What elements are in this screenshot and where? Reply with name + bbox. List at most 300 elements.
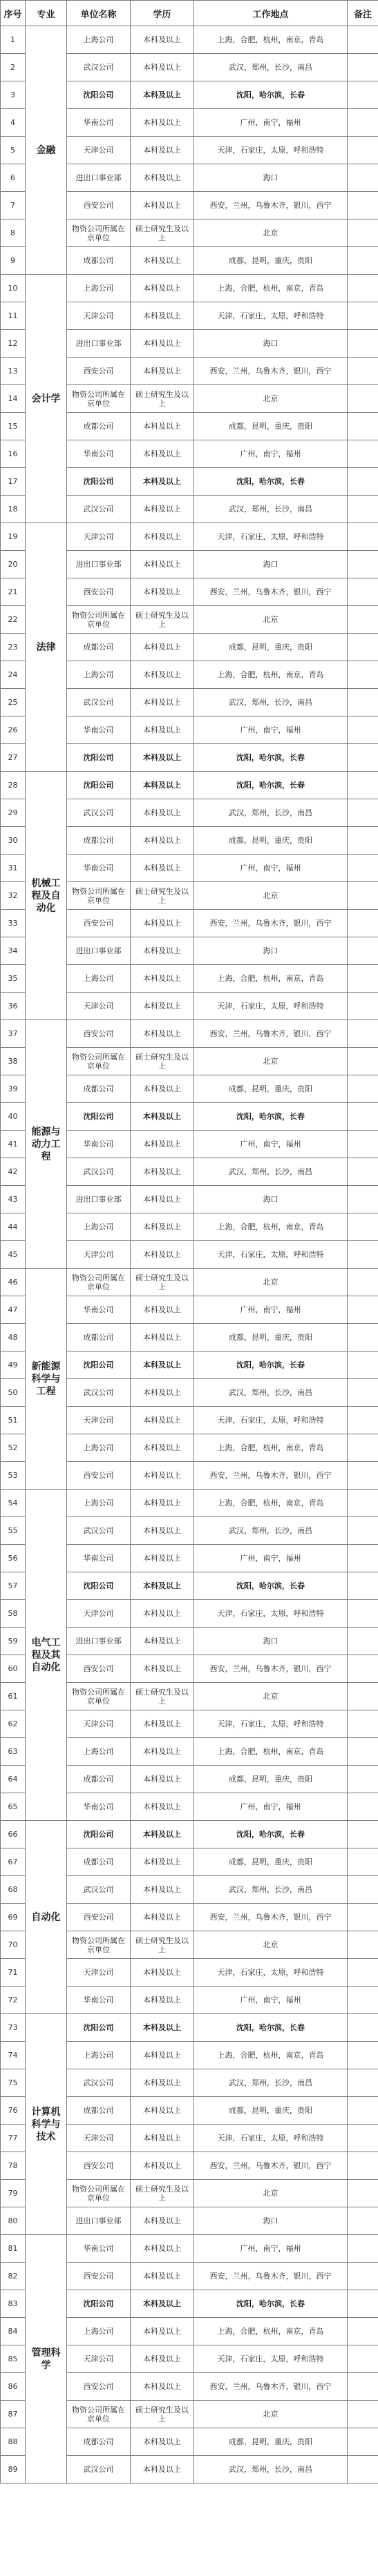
major-name: 法律 [26, 523, 67, 772]
education-requirement: 本科及以上 [131, 1793, 194, 1821]
education-requirement: 本科及以上 [131, 302, 194, 330]
unit-name: 天津公司 [67, 1710, 131, 1738]
unit-name: 物资公司所属在京单位 [67, 1683, 131, 1710]
table-row [1, 772, 378, 799]
unit-name: 沈阳公司 [67, 744, 131, 772]
remark-cell [348, 330, 378, 358]
table-row [1, 275, 378, 302]
remark-cell [348, 1959, 378, 1987]
row-number: 12 [1, 330, 26, 358]
work-location: 上海，合肥，杭州，南京，青岛 [194, 1434, 348, 1462]
row-number: 83 [1, 2290, 26, 2318]
remark-cell [348, 827, 378, 855]
education-requirement: 本科及以上 [131, 192, 194, 219]
remark-cell [348, 1103, 378, 1131]
education-requirement: 本科及以上 [131, 2345, 194, 2373]
unit-name: 华南公司 [67, 2235, 131, 2263]
education-requirement: 本科及以上 [131, 413, 194, 440]
unit-name: 武汉公司 [67, 2069, 131, 2097]
education-requirement: 本科及以上 [131, 1987, 194, 2014]
remark-cell [348, 689, 378, 716]
work-location: 西安，兰州，乌鲁木齐，银川，西宁 [194, 192, 348, 219]
unit-name: 武汉公司 [67, 2456, 131, 2484]
remark-cell [348, 1296, 378, 1324]
education-requirement: 本科及以上 [131, 799, 194, 827]
work-location: 成都，昆明，重庆，贵阳 [194, 1766, 348, 1793]
row-number: 16 [1, 440, 26, 468]
unit-name: 成都公司 [67, 634, 131, 661]
remark-cell [348, 1848, 378, 1876]
row-number: 68 [1, 1876, 26, 1904]
row-number: 89 [1, 2456, 26, 2484]
remark-cell [348, 1793, 378, 1821]
work-location: 海口 [194, 1628, 348, 1655]
unit-name: 沈阳公司 [67, 81, 131, 109]
remark-cell [348, 578, 378, 606]
education-requirement: 本科及以上 [131, 1821, 194, 1848]
remark-cell [348, 1186, 378, 1213]
work-location: 北京 [194, 1048, 348, 1075]
education-requirement: 本科及以上 [131, 2014, 194, 2042]
unit-name: 武汉公司 [67, 1876, 131, 1904]
work-location: 成都，昆明，重庆，贵阳 [194, 1324, 348, 1352]
work-location: 武汉，郑州，长沙，南昌 [194, 2456, 348, 2484]
table-row [1, 26, 378, 54]
row-number: 29 [1, 799, 26, 827]
remark-cell [348, 468, 378, 496]
remark-cell [348, 358, 378, 385]
education-requirement: 本科及以上 [131, 1490, 194, 1517]
row-number: 55 [1, 1517, 26, 1545]
education-requirement: 本科及以上 [131, 1434, 194, 1462]
work-location: 北京 [194, 219, 348, 247]
work-location: 西安，兰州，乌鲁木齐，银川，西宁 [194, 910, 348, 937]
row-number: 86 [1, 2373, 26, 2401]
unit-name: 武汉公司 [67, 799, 131, 827]
education-requirement: 本科及以上 [131, 164, 194, 192]
education-requirement: 本科及以上 [131, 937, 194, 965]
row-number: 31 [1, 855, 26, 882]
remark-cell [348, 1821, 378, 1848]
education-requirement: 本科及以上 [131, 2152, 194, 2180]
unit-name: 物资公司所属在京单位 [67, 882, 131, 910]
education-requirement: 本科及以上 [131, 1379, 194, 1407]
row-number: 1 [1, 26, 26, 54]
unit-name: 天津公司 [67, 1600, 131, 1628]
education-requirement: 本科及以上 [131, 275, 194, 302]
unit-name: 华南公司 [67, 440, 131, 468]
remark-cell [348, 1269, 378, 1296]
education-requirement: 本科及以上 [131, 965, 194, 993]
row-number: 18 [1, 496, 26, 523]
remark-cell [348, 2152, 378, 2180]
remark-cell [348, 219, 378, 247]
unit-name: 物资公司所属在京单位 [67, 219, 131, 247]
row-number: 62 [1, 1710, 26, 1738]
unit-name: 进出口事业部 [67, 330, 131, 358]
unit-name: 进出口事业部 [67, 2207, 131, 2235]
work-location: 沈阳，哈尔滨，长春 [194, 1821, 348, 1848]
work-location: 武汉，郑州，长沙，南昌 [194, 496, 348, 523]
remark-cell [348, 661, 378, 689]
education-requirement: 本科及以上 [131, 2290, 194, 2318]
header-major: 专业 [26, 1, 67, 26]
unit-name: 西安公司 [67, 1462, 131, 1490]
row-number: 44 [1, 1213, 26, 1241]
work-location: 武汉，郑州，长沙，南昌 [194, 1876, 348, 1904]
remark-cell [348, 275, 378, 302]
remark-cell [348, 1131, 378, 1158]
remark-cell [348, 1324, 378, 1352]
unit-name: 沈阳公司 [67, 2014, 131, 2042]
row-number: 39 [1, 1075, 26, 1103]
work-location: 上海，合肥，杭州，南京，青岛 [194, 2042, 348, 2069]
unit-name: 西安公司 [67, 1655, 131, 1683]
work-location: 沈阳，哈尔滨，长春 [194, 468, 348, 496]
unit-name: 华南公司 [67, 1131, 131, 1158]
remark-cell [348, 164, 378, 192]
work-location: 武汉，郑州，长沙，南昌 [194, 1158, 348, 1186]
major-name: 电气工程及其自动化 [26, 1490, 67, 1821]
remark-cell [348, 910, 378, 937]
education-requirement: 本科及以上 [131, 2097, 194, 2125]
unit-name: 天津公司 [67, 137, 131, 164]
education-requirement: 本科及以上 [131, 1075, 194, 1103]
unit-name: 成都公司 [67, 1324, 131, 1352]
unit-name: 上海公司 [67, 1490, 131, 1517]
education-requirement: 本科及以上 [131, 1407, 194, 1434]
work-location: 广州，南宁，福州 [194, 2235, 348, 2263]
remark-cell [348, 1931, 378, 1959]
education-requirement: 本科及以上 [131, 1462, 194, 1490]
unit-name: 西安公司 [67, 358, 131, 385]
work-location: 武汉，郑州，长沙，南昌 [194, 54, 348, 81]
work-location: 沈阳，哈尔滨，长春 [194, 744, 348, 772]
remark-cell [348, 192, 378, 219]
unit-name: 西安公司 [67, 2263, 131, 2290]
remark-cell [348, 551, 378, 578]
work-location: 海口 [194, 1186, 348, 1213]
unit-name: 西安公司 [67, 910, 131, 937]
work-location: 北京 [194, 385, 348, 413]
header-no: 序号 [1, 1, 26, 26]
work-location: 西安，兰州，乌鲁木齐，银川，西宁 [194, 2263, 348, 2290]
remark-cell [348, 413, 378, 440]
row-number: 30 [1, 827, 26, 855]
row-number: 17 [1, 468, 26, 496]
work-location: 广州，南宁，福州 [194, 440, 348, 468]
remark-cell [348, 1600, 378, 1628]
unit-name: 武汉公司 [67, 689, 131, 716]
work-location: 武汉，郑州，长沙，南昌 [194, 799, 348, 827]
education-requirement: 本科及以上 [131, 1213, 194, 1241]
work-location: 西安，兰州，乌鲁木齐，银川，西宁 [194, 1462, 348, 1490]
row-number: 56 [1, 1545, 26, 1572]
row-number: 5 [1, 137, 26, 164]
unit-name: 华南公司 [67, 1987, 131, 2014]
row-number: 19 [1, 523, 26, 551]
remark-cell [348, 2318, 378, 2345]
row-number: 7 [1, 192, 26, 219]
major-name: 自动化 [26, 1821, 67, 2014]
row-number: 13 [1, 358, 26, 385]
work-location: 天津，石家庄，太原，呼和浩特 [194, 2125, 348, 2152]
row-number: 52 [1, 1434, 26, 1462]
unit-name: 上海公司 [67, 2042, 131, 2069]
unit-name: 华南公司 [67, 1545, 131, 1572]
row-number: 69 [1, 1904, 26, 1931]
unit-name: 成都公司 [67, 1766, 131, 1793]
remark-cell [348, 2345, 378, 2373]
education-requirement: 本科及以上 [131, 2042, 194, 2069]
unit-name: 物资公司所属在京单位 [67, 1048, 131, 1075]
remark-cell [348, 2290, 378, 2318]
row-number: 3 [1, 81, 26, 109]
remark-cell [348, 1434, 378, 1462]
education-requirement: 本科及以上 [131, 2125, 194, 2152]
table-row [1, 1821, 378, 1848]
unit-name: 天津公司 [67, 993, 131, 1020]
work-location: 海口 [194, 164, 348, 192]
row-number: 22 [1, 606, 26, 634]
work-location: 成都，昆明，重庆，贵阳 [194, 413, 348, 440]
education-requirement: 本科及以上 [131, 1186, 194, 1213]
remark-cell [348, 1407, 378, 1434]
education-requirement: 硕士研究生及以上 [131, 1048, 194, 1075]
row-number: 23 [1, 634, 26, 661]
work-location: 武汉，郑州，长沙，南昌 [194, 2069, 348, 2097]
education-requirement: 本科及以上 [131, 1296, 194, 1324]
education-requirement: 本科及以上 [131, 1572, 194, 1600]
work-location: 广州，南宁，福州 [194, 716, 348, 744]
unit-name: 成都公司 [67, 2428, 131, 2456]
work-location: 北京 [194, 1931, 348, 1959]
remark-cell [348, 1517, 378, 1545]
remark-cell [348, 1628, 378, 1655]
remark-cell [348, 1987, 378, 2014]
education-requirement: 本科及以上 [131, 1959, 194, 1987]
remark-cell [348, 993, 378, 1020]
remark-cell [348, 882, 378, 910]
unit-name: 华南公司 [67, 109, 131, 137]
unit-name: 沈阳公司 [67, 1821, 131, 1848]
work-location: 广州，南宁，福州 [194, 1793, 348, 1821]
unit-name: 天津公司 [67, 302, 131, 330]
remark-cell [348, 716, 378, 744]
remark-cell [348, 744, 378, 772]
remark-cell [348, 937, 378, 965]
work-location: 北京 [194, 2401, 348, 2428]
row-number: 21 [1, 578, 26, 606]
work-location: 上海，合肥，杭州，南京，青岛 [194, 965, 348, 993]
unit-name: 沈阳公司 [67, 2290, 131, 2318]
remark-cell [348, 1545, 378, 1572]
row-number: 77 [1, 2125, 26, 2152]
unit-name: 进出口事业部 [67, 937, 131, 965]
row-number: 40 [1, 1103, 26, 1131]
remark-cell [348, 634, 378, 661]
education-requirement: 本科及以上 [131, 2069, 194, 2097]
unit-name: 物资公司所属在京单位 [67, 2401, 131, 2428]
row-number: 20 [1, 551, 26, 578]
unit-name: 物资公司所属在京单位 [67, 385, 131, 413]
unit-name: 天津公司 [67, 523, 131, 551]
unit-name: 上海公司 [67, 661, 131, 689]
education-requirement: 本科及以上 [131, 1766, 194, 1793]
work-location: 成都，昆明，重庆，贵阳 [194, 1848, 348, 1876]
education-requirement: 硕士研究生及以上 [131, 1269, 194, 1296]
row-number: 72 [1, 1987, 26, 2014]
remark-cell [348, 2401, 378, 2428]
unit-name: 西安公司 [67, 2373, 131, 2401]
work-location: 西安，兰州，乌鲁木齐，银川，西宁 [194, 578, 348, 606]
education-requirement: 硕士研究生及以上 [131, 219, 194, 247]
row-number: 75 [1, 2069, 26, 2097]
work-location: 上海，合肥，杭州，南京，青岛 [194, 26, 348, 54]
row-number: 70 [1, 1931, 26, 1959]
unit-name: 武汉公司 [67, 54, 131, 81]
work-location: 北京 [194, 2180, 348, 2207]
work-location: 成都，昆明，重庆，贵阳 [194, 827, 348, 855]
work-location: 成都，昆明，重庆，贵阳 [194, 1075, 348, 1103]
remark-cell [348, 799, 378, 827]
row-number: 48 [1, 1324, 26, 1352]
remark-cell [348, 137, 378, 164]
work-location: 成都，昆明，重庆，贵阳 [194, 2428, 348, 2456]
row-number: 47 [1, 1296, 26, 1324]
row-number: 24 [1, 661, 26, 689]
education-requirement: 本科及以上 [131, 689, 194, 716]
work-location: 上海，合肥，杭州，南京，青岛 [194, 1738, 348, 1766]
education-requirement: 本科及以上 [131, 247, 194, 275]
unit-name: 进出口事业部 [67, 551, 131, 578]
work-location: 上海，合肥，杭州，南京，青岛 [194, 2318, 348, 2345]
education-requirement: 本科及以上 [131, 744, 194, 772]
remark-cell [348, 1213, 378, 1241]
table-row [1, 2014, 378, 2042]
row-number: 49 [1, 1352, 26, 1379]
row-number: 27 [1, 744, 26, 772]
row-number: 64 [1, 1766, 26, 1793]
work-location: 上海，合肥，杭州，南京，青岛 [194, 275, 348, 302]
work-location: 西安，兰州，乌鲁木齐，银川，西宁 [194, 358, 348, 385]
row-number: 73 [1, 2014, 26, 2042]
remark-cell [348, 1683, 378, 1710]
education-requirement: 本科及以上 [131, 468, 194, 496]
table-row [1, 1020, 378, 1048]
remark-cell [348, 2014, 378, 2042]
row-number: 37 [1, 1020, 26, 1048]
remark-cell [348, 2235, 378, 2263]
work-location: 天津，石家庄，太原，呼和浩特 [194, 1407, 348, 1434]
education-requirement: 本科及以上 [131, 2428, 194, 2456]
education-requirement: 本科及以上 [131, 1545, 194, 1572]
unit-name: 华南公司 [67, 855, 131, 882]
education-requirement: 本科及以上 [131, 910, 194, 937]
remark-cell [348, 2456, 378, 2484]
remark-cell [348, 1572, 378, 1600]
row-number: 60 [1, 1655, 26, 1683]
row-number: 32 [1, 882, 26, 910]
unit-name: 成都公司 [67, 1848, 131, 1876]
unit-name: 上海公司 [67, 2318, 131, 2345]
unit-name: 沈阳公司 [67, 772, 131, 799]
remark-cell [348, 440, 378, 468]
unit-name: 上海公司 [67, 1213, 131, 1241]
remark-cell [348, 2097, 378, 2125]
education-requirement: 本科及以上 [131, 54, 194, 81]
work-location: 沈阳，哈尔滨，长春 [194, 2014, 348, 2042]
education-requirement: 本科及以上 [131, 855, 194, 882]
remark-cell [348, 2373, 378, 2401]
education-requirement: 本科及以上 [131, 772, 194, 799]
work-location: 广州，南宁，福州 [194, 1131, 348, 1158]
unit-name: 武汉公司 [67, 1158, 131, 1186]
remark-cell [348, 1352, 378, 1379]
work-location: 广州，南宁，福州 [194, 1987, 348, 2014]
education-requirement: 本科及以上 [131, 440, 194, 468]
row-number: 71 [1, 1959, 26, 1987]
row-number: 63 [1, 1738, 26, 1766]
education-requirement: 本科及以上 [131, 137, 194, 164]
row-number: 35 [1, 965, 26, 993]
education-requirement: 本科及以上 [131, 1904, 194, 1931]
row-number: 76 [1, 2097, 26, 2125]
row-number: 82 [1, 2263, 26, 2290]
unit-name: 天津公司 [67, 1407, 131, 1434]
unit-name: 上海公司 [67, 965, 131, 993]
education-requirement: 本科及以上 [131, 551, 194, 578]
education-requirement: 本科及以上 [131, 1710, 194, 1738]
remark-cell [348, 247, 378, 275]
work-location: 沈阳，哈尔滨，长春 [194, 1103, 348, 1131]
education-requirement: 本科及以上 [131, 2456, 194, 2484]
work-location: 上海，合肥，杭州，南京，青岛 [194, 1213, 348, 1241]
row-number: 87 [1, 2401, 26, 2428]
work-location: 天津，石家庄，太原，呼和浩特 [194, 1600, 348, 1628]
education-requirement: 本科及以上 [131, 2318, 194, 2345]
education-requirement: 本科及以上 [131, 496, 194, 523]
major-name: 新能源科学与工程 [26, 1269, 67, 1490]
work-location: 西安，兰州，乌鲁木齐，银川，西宁 [194, 1655, 348, 1683]
work-location: 北京 [194, 1683, 348, 1710]
work-location: 沈阳，哈尔滨，长春 [194, 1572, 348, 1600]
unit-name: 沈阳公司 [67, 468, 131, 496]
remark-cell [348, 1462, 378, 1490]
unit-name: 成都公司 [67, 1075, 131, 1103]
row-number: 14 [1, 385, 26, 413]
row-number: 54 [1, 1490, 26, 1517]
work-location: 上海，合肥，杭州，南京，青岛 [194, 1490, 348, 1517]
unit-name: 上海公司 [67, 275, 131, 302]
row-number: 28 [1, 772, 26, 799]
education-requirement: 本科及以上 [131, 109, 194, 137]
education-requirement: 本科及以上 [131, 993, 194, 1020]
work-location: 北京 [194, 606, 348, 634]
remark-cell [348, 1738, 378, 1766]
remark-cell [348, 1048, 378, 1075]
table-header-row [1, 1, 378, 26]
education-requirement: 本科及以上 [131, 1655, 194, 1683]
major-name: 金融 [26, 26, 67, 275]
remark-cell [348, 2263, 378, 2290]
row-number: 61 [1, 1683, 26, 1710]
row-number: 58 [1, 1600, 26, 1628]
work-location: 武汉，郑州，长沙，南昌 [194, 1379, 348, 1407]
education-requirement: 本科及以上 [131, 1738, 194, 1766]
row-number: 41 [1, 1131, 26, 1158]
row-number: 66 [1, 1821, 26, 1848]
